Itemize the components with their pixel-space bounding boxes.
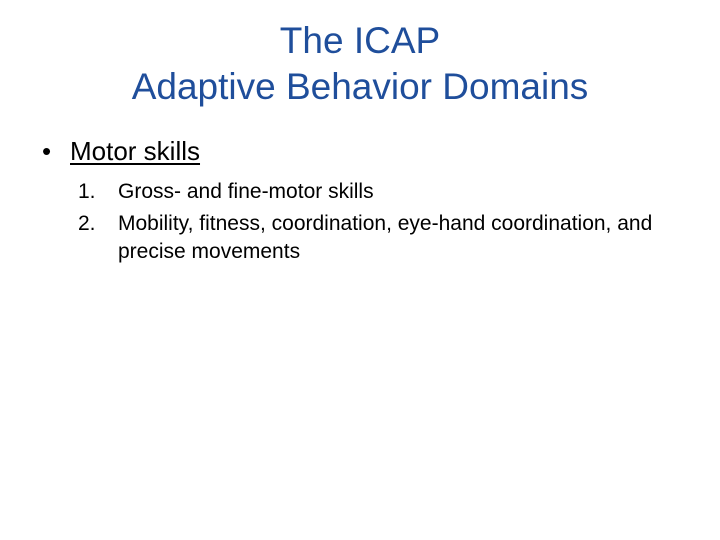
title-line-2: Adaptive Behavior Domains bbox=[131, 66, 589, 107]
slide-title bbox=[0, 18, 720, 110]
list-item-number: 2. bbox=[78, 212, 96, 235]
bullet-dot-icon: • bbox=[42, 136, 52, 166]
bullet-motor-skills bbox=[42, 135, 200, 167]
list-item bbox=[78, 210, 678, 266]
list-item bbox=[78, 178, 678, 206]
list-item-text: Mobility, fitness, coordination, eye-hand coordination, and precise movements bbox=[118, 212, 653, 263]
title-line-1: The ICAP bbox=[279, 20, 441, 61]
bullet-label: Motor skills bbox=[70, 136, 201, 166]
list-item-text: Gross- and fine-motor skills bbox=[118, 180, 374, 203]
numbered-list bbox=[78, 178, 678, 270]
list-item-number: 1. bbox=[78, 180, 96, 203]
